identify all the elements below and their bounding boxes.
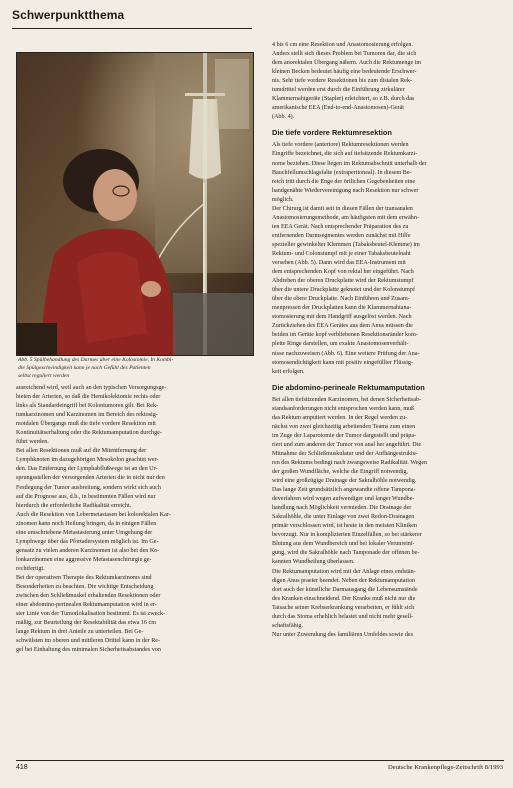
subheading: Die abdomino-perineale Rektumamputation [272,382,425,392]
text-line: deverfahren wird wegen aufwendiger und langer Wundbe- [272,496,415,503]
text-line: durch das Stoma erheblich belastet und nicht mehr gesell- [272,613,414,620]
text-line: digen Anus praeter beendet. Neben der Rektumamputation [272,577,415,584]
body-paragraph [272,205,504,377]
text-line: über die obere Druckplatte. Nach Einführen und Zusam- [272,296,410,303]
body-paragraph [272,631,504,640]
text-line: Bei allen Resektionen muß auf die Mitentfernung der [16,448,147,455]
text-line: Auch die Resektion von Lebermetastasen bei kolorektalen Kar- [16,511,171,518]
body-paragraph [272,568,504,631]
text-line: im Zuge der Laparotomie der Tumor dargestellt und präpa- [272,432,417,439]
text-line: plette Ringe darstellen, um exakte Anastomosenverhält- [272,341,409,348]
text-line: wird eine großzügige Drainage der Sakralhöhle notwendig. [272,478,417,485]
text-line: tumkarzinomen und Karzinomen im Bereich des rektosig- [16,412,158,419]
text-line: Bei allen tiefsitzenden Karzinomen, bei denen Sicherheitsab- [272,396,422,403]
text-line: kleinen Becken bedeutet häufig eine bedeutende Erschwer- [272,69,417,76]
text-line: handgenähte Wiedervereinigung nach Resektion nur schwer [272,187,419,194]
text-line: beiden im Geräte kopf verbliebenen Resektionsränder kom- [272,332,418,339]
text-line: menpressen der Druckplatten kann die Klammernahtana- [272,305,412,312]
text-line: riert und zum anderen der Tumor von anal her angeführt. Die [272,441,422,448]
body-paragraph [272,486,504,567]
text-line: nome beziehen. Diese liegen im Rektumabschnitt unterhalb der [272,160,427,167]
journal-name: Deutsche Krankenpflege-Zeitschrift 8/1993 [388,764,503,771]
text-line: Zurückziehen des EEA Gerätes aus dem Anus müssen die [272,323,413,330]
text-line: stomosendichtigkeit kann mit positiv eingefüllter Flüssig- [272,359,413,366]
text-line: möglich. [272,196,294,203]
text-line: handlung nach Möglichkeit vermieden. Die Drainage der [272,505,412,512]
text-line: führt werden. [16,439,49,446]
text-line: Blutung aus dem Wundbereich und bei lokaler Verunreini- [272,541,415,548]
text-line: Eingriffe bezeichnet, die sich auf tiefsitzende Rektumkarzi- [272,151,418,158]
text-line: Festlegung der Tumor ausbreitung, sondern wirkt sich auch [16,484,161,491]
text-line: Das lange Zeit grundsätzlich angewandte offene Tampona- [272,487,416,494]
text-line: primär verschlossen wird, ist heute in den meisten Kliniken [272,523,418,530]
text-line: versehen (Abb. 5). Dann wird das EEA-Instrument mit [272,260,406,267]
text-line: gensatz zu vielen anderen Karzinomen ist also bei den Ko- [16,547,160,554]
text-line: der großen Wundfläche, welche die Eingriff notwendig, [272,469,408,476]
text-line: mäßig, zur Beurteilung der Resektabilität das etwa 16 cm [16,620,156,627]
text-line: einer abdomino-perinealen Rektumamputation wird in er- [16,602,157,609]
text-line: Die Rektumamputation wird mit der Anlage eines endstän- [272,568,416,575]
text-line: keit erfolgen. [272,368,305,375]
text-line: ten EEA Gerät. Nach entsprechender Präparation des zu [272,223,409,230]
text-line: Als tiefe vordere (anteriore) Rektumresektionen werden [272,142,409,149]
text-line: ren des Rektums bedingt nach zwangsweise Radikalität. Wegen [272,459,428,466]
text-line: 4 bis 6 cm eine Resektion und Anastomosierung erfolgen. [272,42,413,48]
text-line: kannten Wundheilung überlassen. [272,559,355,566]
text-line: Anastomosierungsmethode, am häufigsten mit dem erwähn- [272,214,419,221]
body-paragraph [16,447,252,510]
text-line: hierdurch die erforderliche Radikalität erreicht. [16,502,132,509]
text-line: zwischen den Schließmuskel erhaltenden Resektionen oder [16,593,161,600]
text-line: Bauchfellumschlagsfalte (extraperitoneal). In diesem Be- [272,169,412,176]
body-paragraph [272,41,504,122]
body-paragraph [16,384,252,447]
text-line: des Kranken einschneidend. Der Kranke muß nicht nur die [272,595,416,602]
page-number: 418 [16,764,28,771]
text-line: eine umschriebene Metastasierung unter Umgehung der [16,529,153,536]
text-line: bevorzugt. Nur in komplizierten Einzelfällen, so bei stärkerer [272,532,422,539]
body-paragraph [16,511,252,574]
figure-caption [18,356,252,380]
text-line: moidalen Übergangs muß die tiefe vordere Resektion mit [16,421,156,428]
subheading: Die tiefe vordere Rektumresektion [272,128,392,138]
body-paragraph [272,396,504,486]
text-line: entfernenden Darmsegmentes werden zunächst mit Hilfe [272,232,411,239]
text-line: dort auch der künstliche Darmausgang die Lebensumstände [272,586,418,593]
text-line: Anders stellt sich dieses Problem bei Tumoren dar, die sich [272,51,417,58]
text-line: Lymphwege über das Pfortadersystem möglich ist. Im Ge- [16,538,159,545]
text-line: (Abb. 4). [272,114,295,121]
text-line: das Rektum amputiert werden. In der Regel werden zu- [272,414,408,421]
photo-illustration [17,53,253,355]
text-line: spezieller gewinkelter Klemmen (Tabaksbeutel-Klemme) im [272,241,420,248]
left-text-column [16,384,252,655]
text-line: tumdrittel werden erst durch die Einführung zirkulärer [272,87,405,94]
text-line: ster Linie von der Tumorlokalisation bestimmt. Es ist zweck- [16,611,166,618]
body-paragraph [272,141,504,204]
text-line: Kontinuitätserhaltung oder die Rektumamputation durchge- [16,430,162,437]
text-line: nis. Sehr tiefe vordere Resektionen bis zum distalen Rek- [272,78,412,85]
right-text-column [272,41,504,640]
text-line: Klammernahtgeräte (Stapler) erleichtert, so z.B. durch das [272,96,415,103]
text-line: Mitnahme der Schließmuskulatur und der Aufhängestruktu- [272,450,418,457]
text-line: rechtfertigt. [16,565,45,572]
text-line: ausreichend wird, weil auch an den typischen Versorgungsge- [16,385,167,391]
text-line: nächst von zwei gleichzeitig arbeitenden Teams zum einen [272,423,416,430]
text-line: dem anorektalen Übergang nähern. Auch die Rektumenge im [272,60,422,67]
text-line: Nur unter Zuwendung des familiären Umfeldes sowie des [272,631,413,638]
text-line: Der Chirurg ist damit seit in diesen Fällen der transanalen [272,205,413,212]
body-paragraph [16,574,252,655]
text-line: lange Rektum in drei Anteile zu unterteilen. Bei Ge- [16,629,144,636]
text-line: stomosierung mit dem Handgriff ausgelöst werden. Nach [272,314,412,321]
figure-photo [16,52,254,356]
text-line: zinomen kann noch Heilung bringen, da in einigen Fällen [16,520,157,527]
caption-line: selbst reguliert werden [18,373,70,379]
text-line: Besonderheiten zu beachten. Die wichtige Entscheidung [16,584,154,591]
caption-line: Abb. 5 Spülbehandlung des Darmes über eine Kolostomie. In Kombi- [18,357,174,363]
text-line: lonkarzinomen eine aggressive Metastasenchirurgie ge- [16,556,152,563]
text-line: dem entsprechenden Kopf von rektal her eingeführt. Nach [272,269,414,276]
text-line: über die untere Druckplatte geknotet und der Kolonstumpf [272,287,415,294]
text-line: sprungsstellen der versorgenden Arterien die in nicht nur den [16,475,165,482]
text-line: schwülsten im oberen und mittleren Drittel kann in der Re- [16,638,161,645]
text-line: gung, wird die Sakralhöhle nach Tamponade der offenen be- [272,550,420,557]
text-line: amerikanische EEA (End-to-end-Anastomosen)-Gerät [272,105,404,112]
text-line: bieten der Arterien, so daß die Hemikolektomie rechts oder [16,394,161,401]
text-line: Sakralhöhle, die unter Einlage von zwei Redon-Drainagen [272,514,415,521]
text-line: Rektum- und Colonstumpf mit je einer Tabaksbeutelnaht [272,250,411,257]
text-line: links als Standardeingriff bei Kolontumoren gilt. Bei Rek- [16,403,159,410]
section-title: Schwerpunktthema [12,8,125,22]
footer-rule [16,760,504,761]
text-line: schaftsfähig. [272,622,303,629]
text-line: auf die Prognose aus, d.h., in bestimmten Fällen wird nur [16,493,156,500]
text-line: standsanforderungen nicht entsprochen werden kann, muß [272,405,415,412]
header-rule [12,28,252,29]
caption-line: die Spülgeschwindigkeit kann je nach Gefühl des Patienten [18,365,151,371]
text-line: nisse nachzuweisen (Abb. 6). Eine weitere Prüfung der Ana- [272,350,420,357]
text-line: Tatsache seiner Krebserkrankung verarbeiten, er fühlt sich [272,604,415,611]
text-line: Abdrehen der oberen Druckplatte wird der Rektumstumpf [272,278,414,285]
text-line: gel bei Einhaltung des minimalen Sicherheitsabstandes von [16,647,161,654]
text-line: reich tritt durch die Enge der örtlichen Gegebenheiten eine [272,178,416,185]
text-line: Bei der operativen Therapie des Rektumkarzinoms sind [16,574,152,581]
text-line: den. Das Entfernung der Lymphabflußwege ist an den Ur- [16,466,158,473]
text-line: Lymphknoten im dazugehörigen Mesokolon geachtet wer- [16,457,159,464]
